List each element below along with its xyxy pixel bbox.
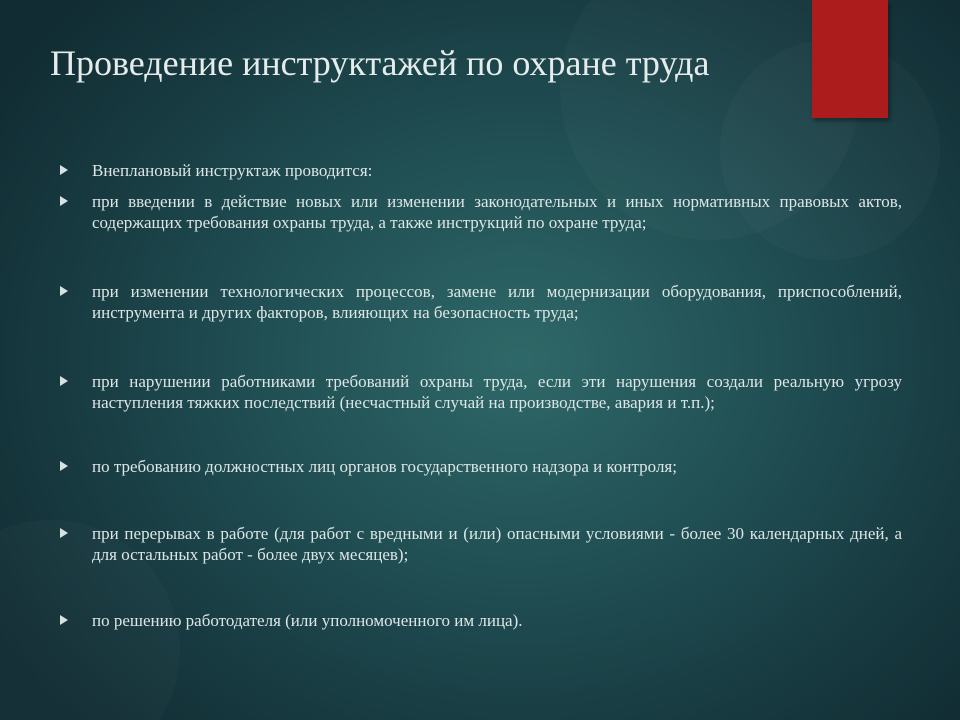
bullet-item — [60, 610, 902, 631]
bullet-item — [60, 281, 902, 323]
triangle-bullet-icon — [60, 615, 68, 625]
bullet-item — [60, 191, 902, 233]
bullet-item — [60, 523, 902, 565]
bullet-item — [60, 371, 902, 413]
bullet-text: по решению работодателя (или уполномоченного им лица). — [92, 611, 523, 630]
bullet-text: Внеплановый инструктаж проводится: — [92, 161, 373, 180]
bullet-item — [60, 160, 902, 181]
triangle-bullet-icon — [60, 461, 68, 471]
bullet-item — [60, 456, 902, 477]
bullet-text: при введении в действие новых или изменении законодательных и иных нормативных правовых актов, содержащих требования охраны труда, а также инструкций по охране труда; — [92, 192, 902, 232]
triangle-bullet-icon — [60, 165, 68, 175]
bullet-text: при изменении технологических процессов, замене или модернизации оборудования, приспособлений, инструмента и других факторов, влияющих на безопасность труда; — [92, 282, 902, 322]
triangle-bullet-icon — [60, 528, 68, 538]
bullet-text: при нарушении работниками требований охраны труда, если эти нарушения создали реальную угрозу наступления тяжких последствий (несчастный случай на производстве, авария и т.п.); — [92, 372, 902, 412]
bullet-text: при перерывах в работе (для работ с вредными и (или) опасными условиями - более 30 календарных дней, а для остальных работ - более двух месяцев); — [92, 524, 902, 564]
bullet-text: по требованию должностных лиц органов государственного надзора и контроля; — [92, 457, 677, 476]
bullet-list — [60, 160, 902, 631]
red-accent-bar — [812, 0, 888, 118]
triangle-bullet-icon — [60, 286, 68, 296]
triangle-bullet-icon — [60, 376, 68, 386]
slide-title: Проведение инструктажей по охране труда — [50, 43, 710, 83]
triangle-bullet-icon — [60, 196, 68, 206]
